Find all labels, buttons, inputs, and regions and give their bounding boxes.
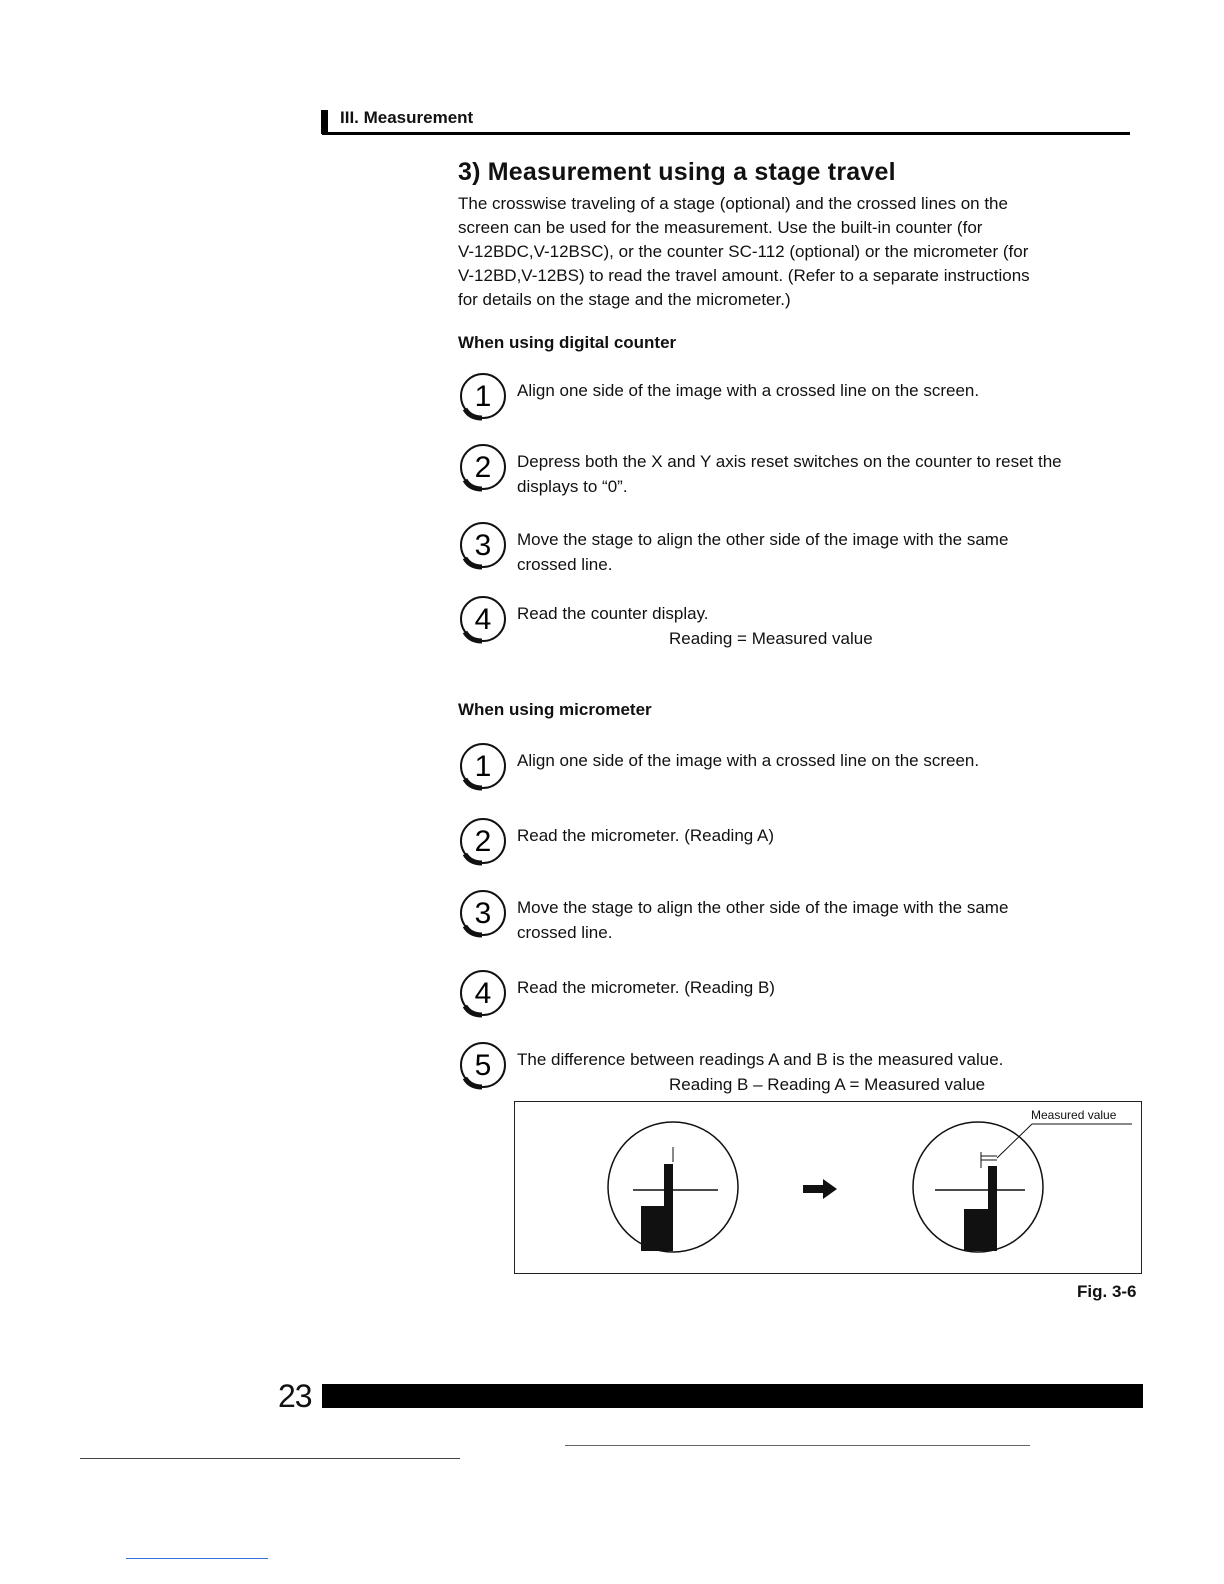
step-number-1-icon — [458, 371, 508, 421]
step-text: Read the micrometer. (Reading B) — [517, 978, 775, 997]
intro-line: V-12BDC,V-12BSC), or the counter SC-112 (optional) or the micrometer (for — [458, 242, 1029, 261]
step-number-5-icon — [458, 1040, 508, 1090]
page-title: 3) Measurement using a stage travel — [458, 158, 896, 186]
step-text: Move the stage to align the other side of the image with the same — [517, 898, 1009, 917]
digital-step-4 — [458, 594, 1148, 650]
digital-step-1 — [458, 371, 1148, 427]
scan-artifact-line — [126, 1558, 268, 1559]
svg-text:2: 2 — [474, 451, 492, 484]
step-number-4-icon — [458, 594, 508, 644]
step-number-4-icon — [458, 968, 508, 1018]
figure-diagram — [515, 1102, 1143, 1275]
step-formula: Reading = Measured value — [669, 629, 873, 648]
step-number-1-icon — [458, 741, 508, 791]
digital-step-3 — [458, 520, 1148, 576]
micrometer-step-5 — [458, 1040, 1148, 1096]
micrometer-step-2 — [458, 816, 1148, 872]
svg-text:1: 1 — [474, 380, 492, 413]
svg-text:1: 1 — [474, 750, 492, 783]
page-number: 23 — [278, 1378, 312, 1414]
step-text: crossed line. — [517, 923, 613, 942]
svg-text:5: 5 — [474, 1049, 492, 1082]
step-formula: Reading B – Reading A = Measured value — [669, 1075, 986, 1094]
step-number-3-icon — [458, 888, 508, 938]
micrometer-step-3 — [458, 888, 1148, 944]
right-arrow-icon — [803, 1179, 837, 1199]
scan-artifact-line — [80, 1458, 460, 1459]
section-marker — [321, 110, 328, 134]
after-view — [913, 1122, 1132, 1252]
step-text: Read the counter display. — [517, 604, 709, 623]
step-text: Move the stage to align the other side of the image with the same — [517, 530, 1009, 549]
svg-text:3: 3 — [474, 897, 492, 930]
scan-artifact-line — [565, 1445, 1030, 1446]
intro-line: screen can be used for the measurement. Use the built-in counter (for — [458, 218, 983, 237]
intro-line: for details on the stage and the micrometer.) — [458, 290, 791, 309]
micrometer-step-4 — [458, 968, 1148, 1024]
step-text: The difference between readings A and B is the measured value. — [517, 1050, 1004, 1069]
figure-caption: Fig. 3-6 — [1077, 1282, 1137, 1301]
step-number-3-icon — [458, 520, 508, 570]
step-text: displays to “0”. — [517, 477, 628, 496]
intro-line: V-12BD,V-12BS) to read the travel amount. (Refer to a separate instructions — [458, 266, 1030, 285]
before-view — [608, 1122, 738, 1252]
digital-step-2 — [458, 442, 1148, 498]
measurement-figure — [514, 1101, 1142, 1274]
intro-line: The crosswise traveling of a stage (optional) and the crossed lines on the — [458, 194, 1008, 213]
step-text: Align one side of the image with a crossed line on the screen. — [517, 751, 980, 770]
micrometer-step-1 — [458, 741, 1148, 797]
section-title: III. Measurement — [340, 108, 474, 127]
svg-text:3: 3 — [474, 529, 492, 562]
step-number-2-icon — [458, 816, 508, 866]
micrometer-heading: When using micrometer — [458, 700, 652, 719]
svg-text:4: 4 — [474, 603, 492, 636]
step-text: Align one side of the image with a crossed line on the screen. — [517, 381, 980, 400]
step-number-2-icon — [458, 442, 508, 492]
measured-value-label: Measured value — [1031, 1108, 1117, 1122]
digital-counter-heading: When using digital counter — [458, 333, 677, 352]
intro-paragraph — [458, 192, 1128, 312]
step-text: Read the micrometer. (Reading A) — [517, 826, 775, 845]
svg-text:4: 4 — [474, 977, 492, 1010]
svg-text:2: 2 — [474, 825, 492, 858]
step-text: Depress both the X and Y axis reset switches on the counter to reset the — [517, 452, 1062, 471]
section-rule — [322, 132, 1130, 135]
step-text: crossed line. — [517, 555, 613, 574]
footer-bar — [322, 1384, 1143, 1408]
